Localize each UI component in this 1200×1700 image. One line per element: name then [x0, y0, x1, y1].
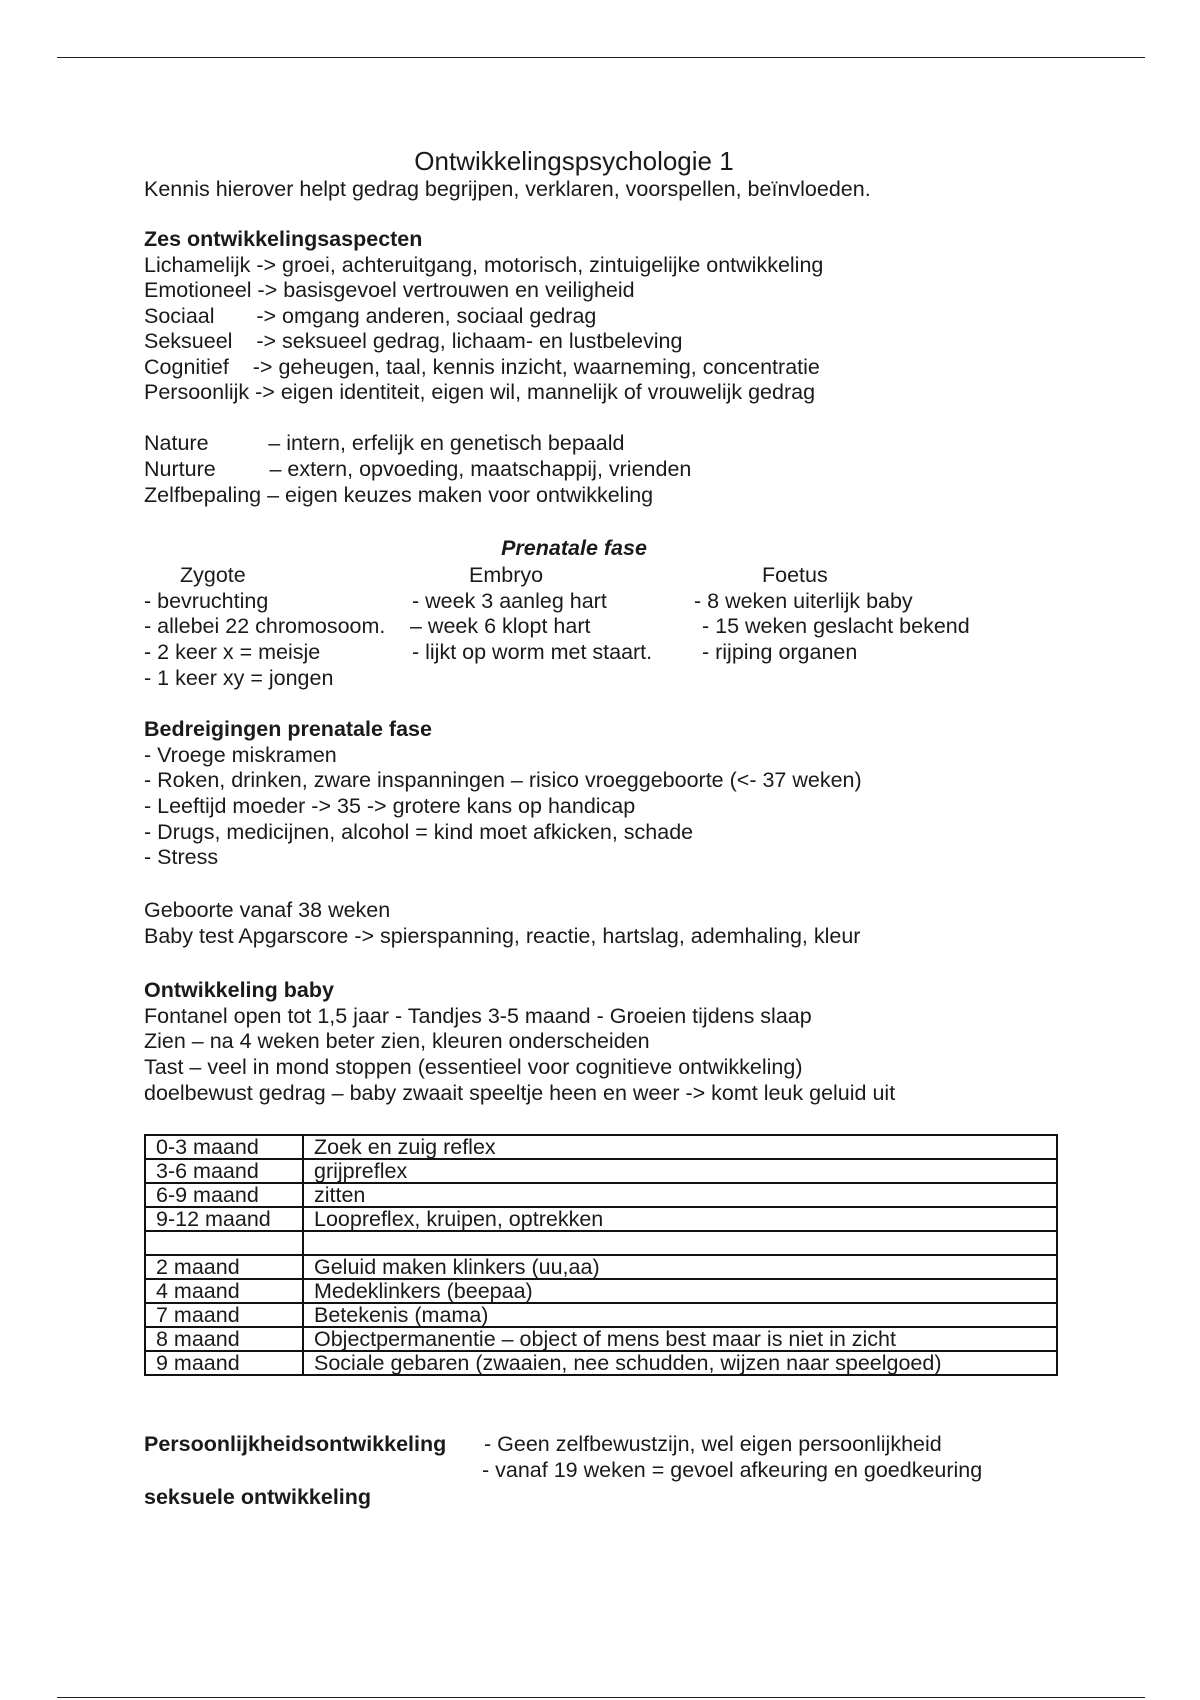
milestone-cell: grijpreflex	[303, 1159, 1057, 1183]
table-row	[145, 1231, 1057, 1255]
baby-item: doelbewust gedrag – baby zwaait speeltje heen en weer -> komt leuk geluid uit	[144, 1081, 896, 1105]
apgar-line: Baby test Apgarscore -> spierspanning, reactie, hartslag, ademhaling, kleur	[144, 924, 861, 948]
foetus-item: - rijping organen	[696, 640, 858, 664]
milestone-cell: Sociale gebaren (zwaaien, nee schudden, wijzen naar speelgoed)	[303, 1351, 1057, 1375]
threat-item: - Roken, drinken, zware inspanningen – risico vroeggeboorte (<- 37 weken)	[144, 768, 862, 792]
milestone-cell: Zoek en zuig reflex	[303, 1135, 1057, 1159]
zygote-item: - allebei 22 chromosoom.	[144, 614, 386, 638]
age-cell: 7 maand	[145, 1303, 303, 1327]
table-row	[145, 1255, 1057, 1279]
milestone-cell: Loopreflex, kruipen, optrekken	[303, 1207, 1057, 1231]
aspect-line: Emotioneel -> basisgevoel vertrouwen en veiligheid	[144, 278, 635, 302]
age-cell: 4 maand	[145, 1279, 303, 1303]
baby-item: Fontanel open tot 1,5 jaar - Tandjes 3-5 maand - Groeien tijdens slaap	[144, 1004, 812, 1028]
sexual-heading: seksuele ontwikkeling	[144, 1485, 372, 1509]
threat-item: - Leeftijd moeder -> 35 -> grotere kans op handicap	[144, 794, 636, 818]
threats-heading: Bedreigingen prenatale fase	[144, 717, 432, 741]
nature-line: Nature – intern, erfelijk en genetisch bepaald	[144, 431, 625, 455]
aspect-line: Seksueel -> seksueel gedrag, lichaam- en lustbeleving	[144, 329, 683, 353]
milestone-cell: Objectpermanentie – object of mens best maar is niet in zicht	[303, 1327, 1057, 1351]
embryo-title: Embryo	[469, 563, 544, 587]
zygote-item: - 1 keer xy = jongen	[144, 666, 334, 690]
milestone-cell: Medeklinkers (beepaa)	[303, 1279, 1057, 1303]
prenatal-heading: Prenatale fase	[501, 536, 647, 560]
zygote-item: - bevruchting	[144, 589, 269, 613]
table-row	[145, 1159, 1057, 1183]
zelfbepaling-line: Zelfbepaling – eigen keuzes maken voor ontwikkeling	[144, 483, 654, 507]
embryo-item: – week 6 klopt hart	[410, 614, 591, 638]
embryo-item: - lijkt op worm met staart.	[412, 640, 653, 664]
intro-text: Kennis hierover helpt gedrag begrijpen, verklaren, voorspellen, beïnvloeden.	[144, 177, 871, 201]
milestone-cell: zitten	[303, 1183, 1057, 1207]
table-row	[145, 1351, 1057, 1375]
zygote-title: Zygote	[180, 563, 246, 587]
personality-item: - vanaf 19 weken = gevoel afkeuring en goedkeuring	[482, 1458, 983, 1482]
threat-item: - Vroege miskramen	[144, 743, 337, 767]
page-title: Ontwikkelingspsychologie 1	[414, 146, 734, 176]
age-cell: 9 maand	[145, 1351, 303, 1375]
table-row	[145, 1207, 1057, 1231]
baby-item: Tast – veel in mond stoppen (essentieel voor cognitieve ontwikkeling)	[144, 1055, 803, 1079]
age-cell: 6-9 maand	[145, 1183, 303, 1207]
aspect-line: Lichamelijk -> groei, achteruitgang, motorisch, zintuigelijke ontwikkeling	[144, 253, 824, 277]
baby-heading: Ontwikkeling baby	[144, 978, 334, 1002]
milestone-cell: Geluid maken klinkers (uu,aa)	[303, 1255, 1057, 1279]
birth-line: Geboorte vanaf 38 weken	[144, 898, 391, 922]
table-row	[145, 1183, 1057, 1207]
foetus-item: - 15 weken geslacht bekend	[696, 614, 970, 638]
personality-item: - Geen zelfbewustzijn, wel eigen persoonlijkheid	[484, 1432, 942, 1456]
table-row	[145, 1303, 1057, 1327]
threat-item: - Stress	[144, 845, 219, 869]
foetus-title: Foetus	[762, 563, 828, 587]
nurture-line: Nurture – extern, opvoeding, maatschappij, vrienden	[144, 457, 692, 481]
table-row	[145, 1327, 1057, 1351]
development-table	[144, 1134, 1058, 1376]
embryo-item: - week 3 aanleg hart	[412, 589, 607, 613]
header-rule	[57, 57, 1145, 58]
table-row	[145, 1135, 1057, 1159]
age-cell: 3-6 maand	[145, 1159, 303, 1183]
milestone-cell	[303, 1231, 1057, 1255]
baby-item: Zien – na 4 weken beter zien, kleuren onderscheiden	[144, 1029, 650, 1053]
age-cell: 0-3 maand	[145, 1135, 303, 1159]
age-cell: 9-12 maand	[145, 1207, 303, 1231]
aspect-line: Persoonlijk -> eigen identiteit, eigen wil, mannelijk of vrouwelijk gedrag	[144, 380, 816, 404]
aspect-line: Sociaal -> omgang anderen, sociaal gedrag	[144, 304, 597, 328]
aspects-heading: Zes ontwikkelingsaspecten	[144, 227, 423, 251]
zygote-item: - 2 keer x = meisje	[144, 640, 321, 664]
age-cell	[145, 1231, 303, 1255]
footer-rule	[57, 1697, 1145, 1698]
personality-heading: Persoonlijkheidsontwikkeling	[144, 1432, 447, 1456]
table-row	[145, 1279, 1057, 1303]
threat-item: - Drugs, medicijnen, alcohol = kind moet afkicken, schade	[144, 820, 694, 844]
aspect-line: Cognitief -> geheugen, taal, kennis inzicht, waarneming, concentratie	[144, 355, 820, 379]
foetus-item: - 8 weken uiterlijk baby	[694, 589, 913, 613]
age-cell: 8 maand	[145, 1327, 303, 1351]
age-cell: 2 maand	[145, 1255, 303, 1279]
milestone-cell: Betekenis (mama)	[303, 1303, 1057, 1327]
